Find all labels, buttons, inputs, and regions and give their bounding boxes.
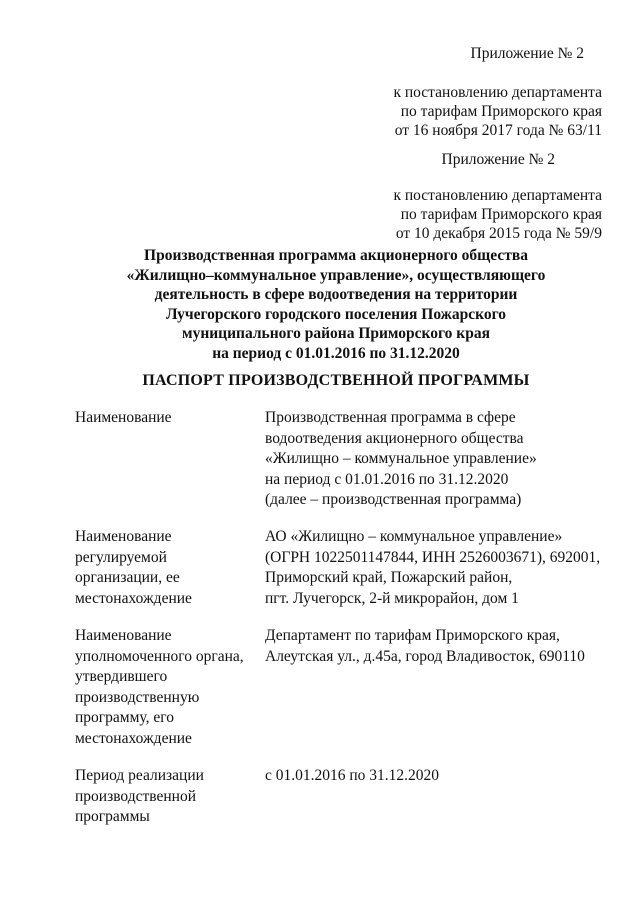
appendix-original-details — [393, 186, 602, 243]
row-label: Наименование регулируемой организации, ее местонахождение — [75, 528, 192, 607]
title-line: «Жилищно–коммунальное управление», осуществляющего — [126, 266, 546, 284]
row-value: АО «Жилищно – коммунальное управление» (ОГРН 1022501147844, ИНН 2526003671), 692001, Приморский край, Пожарский район, пгт. Лучегорск, 2-й микрорайон, дом 1 — [265, 528, 601, 607]
appendix-line: по тарифам Приморского края — [400, 103, 602, 120]
appendix-original-label: Приложение № 2 — [441, 151, 555, 168]
row-value: с 01.01.2016 по 31.12.2020 — [265, 767, 440, 784]
appendix-line: от 10 декабря 2015 года № 59/9 — [395, 225, 602, 242]
document-title — [96, 246, 576, 363]
row-label: Наименование уполномоченного органа, утвердившего производственную программу, его местонахождение — [75, 627, 244, 747]
appendix-line: к постановлению департамента — [393, 187, 602, 204]
appendix-line: по тарифам Приморского края — [400, 206, 602, 223]
appendix-current-label: Приложение № 2 — [470, 45, 584, 62]
appendix-line: к постановлению департамента — [393, 84, 602, 101]
row-label: Период реализации производственной программы — [75, 767, 204, 825]
title-line: муниципального района Приморского края — [182, 325, 490, 342]
row-label: Наименование — [75, 409, 172, 426]
row-value: Департамент по тарифам Приморского края, Алеутская ул., д.45а, город Владивосток, 690110 — [265, 627, 585, 665]
passport-heading: ПАСПОРТ ПРОИЗВОДСТВЕННОЙ ПРОГРАММЫ — [142, 372, 530, 389]
row-value: Производственная программа в сфере водоотведения акционерного общества «Жилищно – коммунальное управление» на период с 01.01.2016 по 31.12.2020 (далее – производственная программа) — [265, 409, 537, 508]
title-line: Производственная программа акционерного общества — [144, 247, 528, 264]
title-line: на период с 01.01.2016 по 31.12.2020 — [212, 344, 460, 362]
title-line: Лучегорского городского поселения Пожарского — [165, 305, 507, 323]
title-line: деятельность в сфере водоотведения на территории — [154, 286, 518, 303]
appendix-current-details — [393, 83, 602, 140]
appendix-line: от 16 ноября 2017 года № 63/11 — [394, 122, 602, 139]
